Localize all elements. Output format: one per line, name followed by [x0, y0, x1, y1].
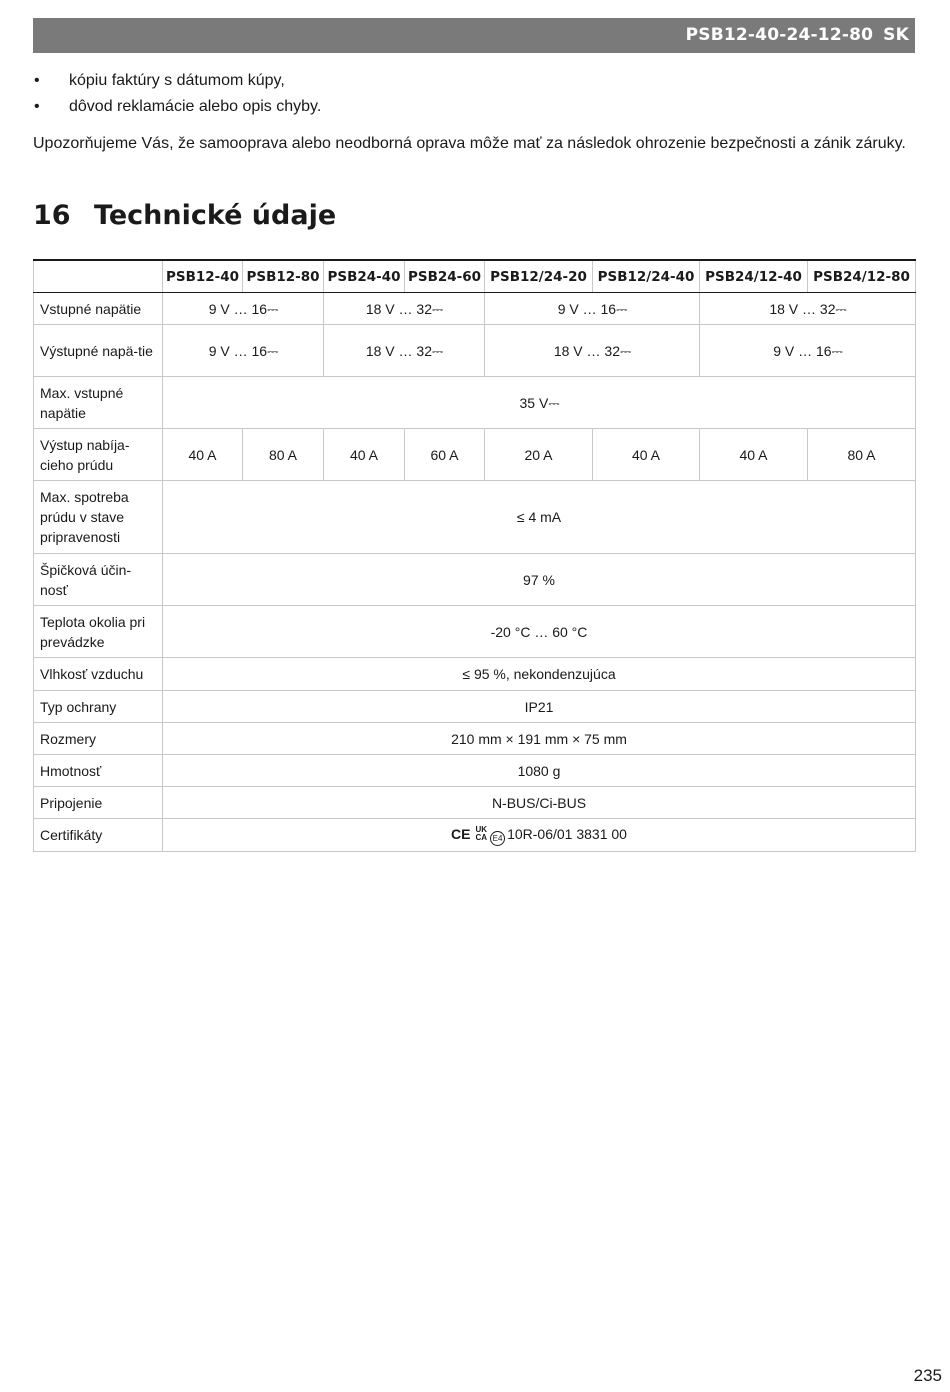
row-label: Výstup nabíja-cieho prúdu: [34, 429, 163, 481]
document-title: [686, 25, 909, 45]
table-cell: [163, 819, 916, 852]
table-row: [34, 658, 916, 691]
table-cell: 18 V … 32⎓: [485, 325, 700, 377]
table-cell: 18 V … 32⎓: [324, 325, 485, 377]
table-row: [34, 554, 916, 606]
table-cell: 35 V⎓: [163, 377, 916, 429]
table-cell: 20 A: [485, 429, 593, 481]
table-row: [34, 787, 916, 819]
certificate-number: 10R-06/01 3831 00: [507, 826, 627, 842]
table-cell: 40 A: [163, 429, 243, 481]
section-heading: [33, 200, 336, 231]
table-cell: 80 A: [808, 429, 916, 481]
technical-data-table: [33, 259, 916, 852]
table-cell: 9 V … 16⎓: [163, 325, 324, 377]
table-cell: 40 A: [593, 429, 700, 481]
e-mark-icon: E4: [490, 831, 505, 846]
column-header: PSB24-60: [405, 260, 485, 293]
list-item: • kópiu faktúry s dátumom kúpy,: [34, 72, 285, 89]
table-header-row: [34, 260, 916, 293]
table-cell: ≤ 4 mA: [163, 481, 916, 554]
table-cell: ≤ 95 %, nekondenzujúca: [163, 658, 916, 691]
table-cell: 97 %: [163, 554, 916, 606]
list-item: • dôvod reklamácie alebo opis chyby.: [34, 98, 322, 115]
table-cell: 9 V … 16⎓: [700, 325, 916, 377]
page-number: 235: [913, 1366, 942, 1385]
table-cell: 1080 g: [163, 755, 916, 787]
ce-mark-icon: CE: [451, 826, 471, 842]
table-cell: 40 A: [700, 429, 808, 481]
table-cell: 60 A: [405, 429, 485, 481]
column-header: PSB12-80: [243, 260, 324, 293]
row-label: Vstupné napätie: [34, 293, 163, 325]
table-cell: 40 A: [324, 429, 405, 481]
table-row: [34, 691, 916, 723]
row-label: Výstupné napä-tie: [34, 325, 163, 377]
row-label: Pripojenie: [34, 787, 163, 819]
table-row: [34, 481, 916, 554]
table-cell: 18 V … 32⎓: [324, 293, 485, 325]
warranty-note: Upozorňujeme Vás, že samooprava alebo neodborná oprava môže mať za následok ohrozenie bezpečnosti a zánik záruky.: [33, 135, 906, 152]
table-cell: 9 V … 16⎓: [485, 293, 700, 325]
row-label: Vlhkosť vzduchu: [34, 658, 163, 691]
table-row: [34, 606, 916, 658]
header-bar: [33, 18, 915, 53]
table-cell: 18 V … 32⎓: [700, 293, 916, 325]
table-cell: N-BUS/Ci-BUS: [163, 787, 916, 819]
column-header: PSB12/24-20: [485, 260, 593, 293]
table-cell: IP21: [163, 691, 916, 723]
column-header: PSB12-40: [163, 260, 243, 293]
column-header: PSB12/24-40: [593, 260, 700, 293]
row-label: Typ ochrany: [34, 691, 163, 723]
table-row: [34, 819, 916, 852]
table-row: [34, 429, 916, 481]
header-empty: [34, 260, 163, 293]
row-label: Hmotnosť: [34, 755, 163, 787]
table-cell: 210 mm × 191 mm × 75 mm: [163, 723, 916, 755]
model-title: PSB12-40-24-12-80: [685, 25, 874, 45]
column-header: PSB24/12-80: [808, 260, 916, 293]
table-row: [34, 755, 916, 787]
table-row: [34, 723, 916, 755]
language-code: SK: [883, 25, 909, 45]
row-label: Rozmery: [34, 723, 163, 755]
table-row: [34, 325, 916, 377]
row-label: Špičková účin-nosť: [34, 554, 163, 606]
bullet-list: [33, 68, 913, 120]
column-header: PSB24/12-40: [700, 260, 808, 293]
section-number: 16: [33, 200, 71, 231]
table-cell: -20 °C … 60 °C: [163, 606, 916, 658]
column-header: PSB24-40: [324, 260, 405, 293]
table-cell: 80 A: [243, 429, 324, 481]
table-row: [34, 293, 916, 325]
table-cell: 9 V … 16⎓: [163, 293, 324, 325]
row-label: Max. vstupné napätie: [34, 377, 163, 429]
row-label: Certifikáty: [34, 819, 163, 852]
table-row: [34, 377, 916, 429]
section-title: Technické údaje: [94, 200, 337, 231]
ukca-mark-icon: UK CA: [475, 825, 488, 842]
row-label: Max. spotreba prúdu v stave pripravenosti: [34, 481, 163, 554]
row-label: Teplota okolia pri prevádzke: [34, 606, 163, 658]
